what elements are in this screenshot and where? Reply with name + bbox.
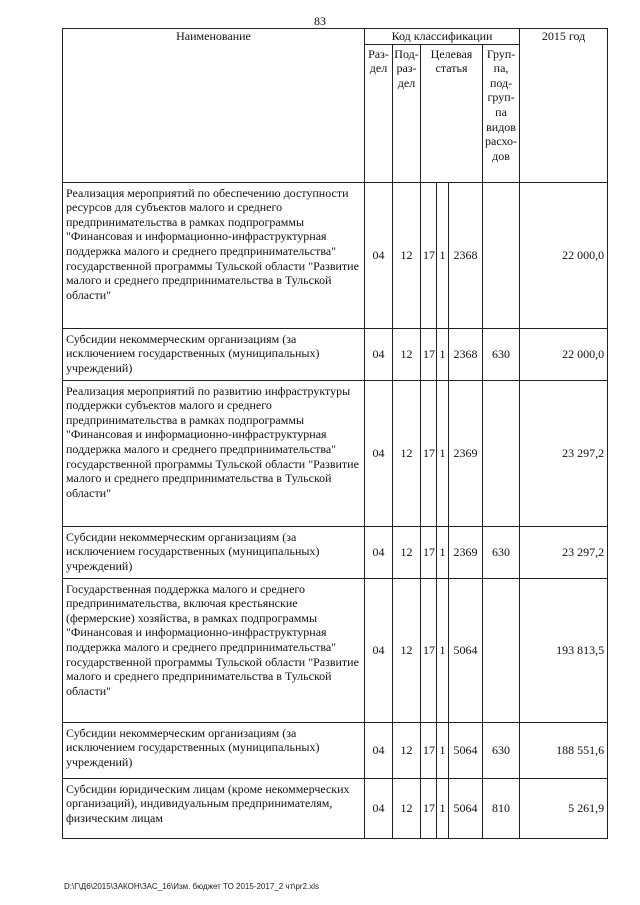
- row-target-subprogram: 1: [437, 328, 449, 380]
- row-subsection: 12: [393, 380, 421, 526]
- header-classification-code: Код классификации: [365, 29, 520, 45]
- row-name: Реализация мероприятий по обеспечению доступности ресурсов для субъектов малого и среднего предпринимательства в рамках подпрограммы "Финансовая и информационно-инфраструктурная поддержка малого и среднего предпринимательства" государственной программы Тульской области "Развитие малого и среднего предпринимательства в Тульской области": [63, 182, 365, 328]
- table-row: [63, 526, 608, 578]
- page-number: 83: [314, 14, 326, 28]
- row-target-program: 17: [421, 778, 437, 838]
- row-target-code: 2368: [449, 328, 483, 380]
- row-subsection: 12: [393, 778, 421, 838]
- table-row: [63, 722, 608, 778]
- table-row: [63, 182, 608, 328]
- row-target-program: 17: [421, 328, 437, 380]
- row-target-subprogram: 1: [437, 380, 449, 526]
- row-amount: 188 551,6: [520, 722, 608, 778]
- row-expense-group: 810: [483, 778, 520, 838]
- header-section: Раз-дел: [365, 44, 393, 182]
- row-target-code: 2369: [449, 526, 483, 578]
- row-target-code: 5064: [449, 722, 483, 778]
- row-expense-group: [483, 578, 520, 722]
- row-target-program: 17: [421, 722, 437, 778]
- row-subsection: 12: [393, 526, 421, 578]
- row-expense-group: [483, 380, 520, 526]
- footer-file-path: D:\Г\Д6\2015\ЗАКОН\ЗАС_16\Изм. бюджет ТО 2015-2017_2 чт\pr2.xls: [64, 882, 320, 891]
- row-subsection: 12: [393, 578, 421, 722]
- header-year: 2015 год: [520, 29, 608, 183]
- row-target-subprogram: 1: [437, 182, 449, 328]
- table-row: [63, 578, 608, 722]
- row-amount: 23 297,2: [520, 526, 608, 578]
- row-target-code: 2369: [449, 380, 483, 526]
- row-section: 04: [365, 526, 393, 578]
- row-expense-group: 630: [483, 722, 520, 778]
- row-name: Субсидии некоммерческим организациям (за исключением государственных (муниципальных) учреждений): [63, 526, 365, 578]
- row-name: Субсидии некоммерческим организациям (за исключением государственных (муниципальных) учреждений): [63, 328, 365, 380]
- row-name: Государственная поддержка малого и среднего предпринимательства, включая крестьянские (фермерские) хозяйства, в рамках подпрограммы "Финансовая и информационно-инфраструктурная поддержка малого и среднего предпринимательства" государственной программы Тульской области "Развитие малого и среднего предпринимательства в Тульской области": [63, 578, 365, 722]
- row-section: 04: [365, 722, 393, 778]
- row-target-program: 17: [421, 380, 437, 526]
- row-target-subprogram: 1: [437, 578, 449, 722]
- row-target-program: 17: [421, 526, 437, 578]
- row-name: Реализация мероприятий по развитию инфраструктуры поддержки субъектов малого и среднего предпринимательства в рамках подпрограммы "Финансовая и информационно-инфраструктурная поддержка малого и среднего предпринимательства" государственной программы Тульской области "Развитие малого и среднего предпринимательства в Тульской области": [63, 380, 365, 526]
- header-name: Наименование: [63, 29, 365, 183]
- header-subsection: Под-раз-дел: [393, 44, 421, 182]
- row-target-subprogram: 1: [437, 778, 449, 838]
- row-section: 04: [365, 328, 393, 380]
- row-target-program: 17: [421, 578, 437, 722]
- header-row-1: [63, 29, 608, 45]
- row-target-subprogram: 1: [437, 722, 449, 778]
- row-section: 04: [365, 182, 393, 328]
- row-amount: 22 000,0: [520, 182, 608, 328]
- row-subsection: 12: [393, 182, 421, 328]
- row-amount: 5 261,9: [520, 778, 608, 838]
- row-subsection: 12: [393, 722, 421, 778]
- row-expense-group: [483, 182, 520, 328]
- header-target-article: Целевая статья: [421, 44, 483, 182]
- row-target-code: 2368: [449, 182, 483, 328]
- row-amount: 23 297,2: [520, 380, 608, 526]
- row-amount: 193 813,5: [520, 578, 608, 722]
- row-section: 04: [365, 578, 393, 722]
- row-target-subprogram: 1: [437, 526, 449, 578]
- table-row: [63, 380, 608, 526]
- header-expense-group: Груп-па, под-груп-па видов расхо-дов: [483, 44, 520, 182]
- row-name: Субсидии некоммерческим организациям (за исключением государственных (муниципальных) учреждений): [63, 722, 365, 778]
- row-target-code: 5064: [449, 778, 483, 838]
- row-section: 04: [365, 380, 393, 526]
- table-row: [63, 328, 608, 380]
- row-expense-group: 630: [483, 328, 520, 380]
- row-name: Субсидии юридическим лицам (кроме некоммерческих организаций), индивидуальным предпринимателям, физическим лицам: [63, 778, 365, 838]
- row-amount: 22 000,0: [520, 328, 608, 380]
- row-subsection: 12: [393, 328, 421, 380]
- row-section: 04: [365, 778, 393, 838]
- row-target-code: 5064: [449, 578, 483, 722]
- table-row: [63, 778, 608, 838]
- row-expense-group: 630: [483, 526, 520, 578]
- row-target-program: 17: [421, 182, 437, 328]
- budget-table: [62, 28, 608, 839]
